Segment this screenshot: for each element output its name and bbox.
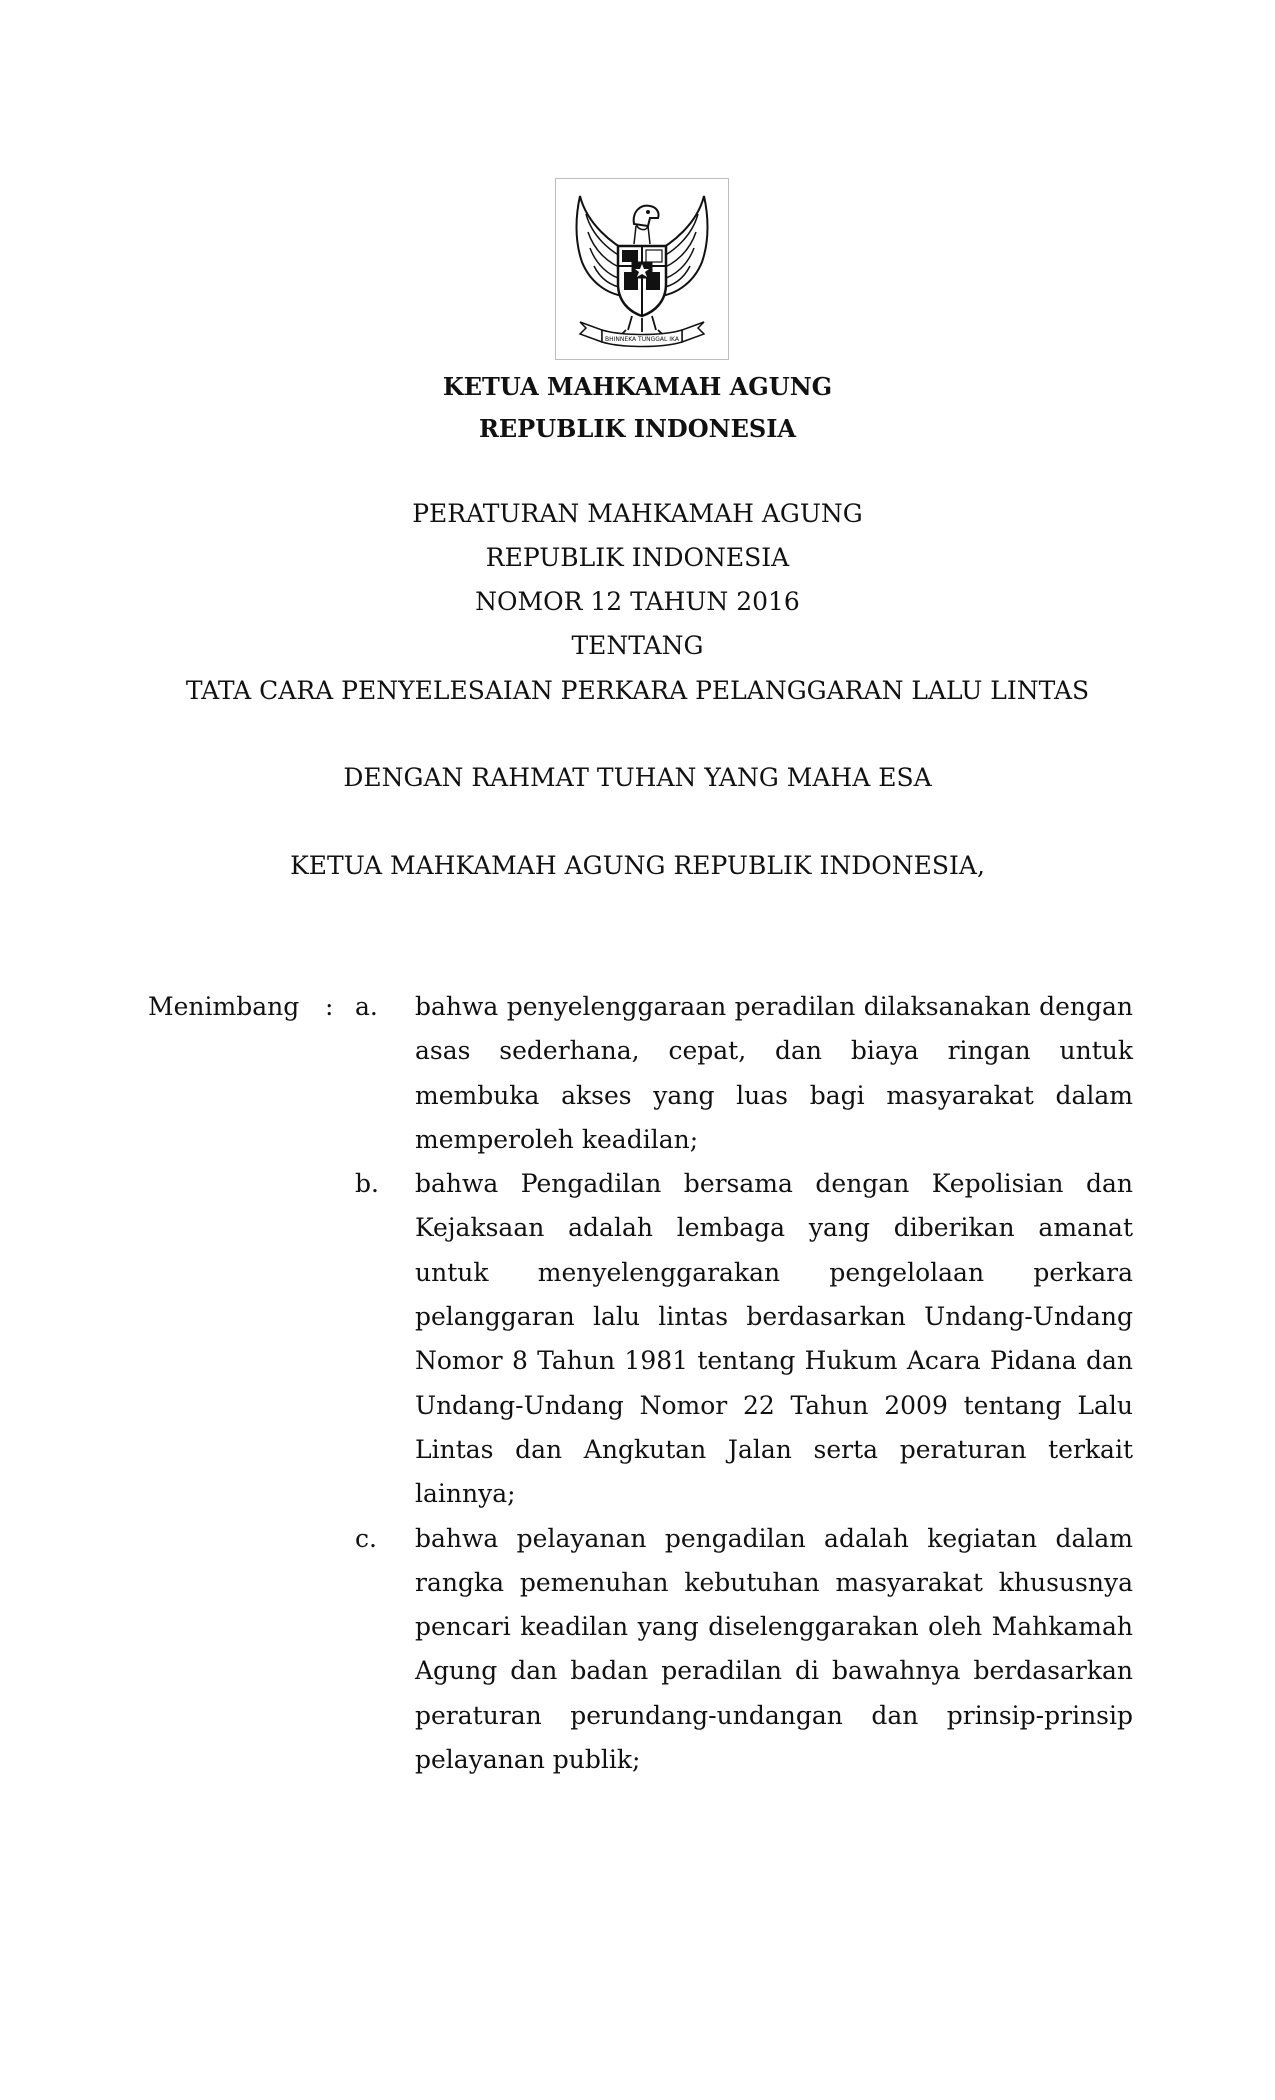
garuda-emblem-icon <box>555 178 729 360</box>
item-text: bahwa pelayanan pengadilan adalah kegiatan dalam rangka pemenuhan kebutuhan masyarakat khususnya pencari keadilan yang diselenggarakan oleh Mahkamah Agung dan badan peradilan di bawahnya berdasarkan peraturan perundang-undangan dan prinsip-prinsip pelayanan publik; <box>415 1523 1133 1775</box>
title-line-1: PERATURAN MAHKAMAH AGUNG <box>412 499 863 528</box>
title-line-4: TENTANG <box>571 631 704 660</box>
item-letter: a. <box>355 992 378 1021</box>
considerations-label: Menimbang <box>148 992 300 1021</box>
item-letter: b. <box>355 1169 379 1199</box>
title-line-5: TATA CARA PENYELESAIAN PERKARA PELANGGARAN LALU LINTAS <box>185 676 1090 705</box>
consideration-item-c <box>355 1517 1133 1783</box>
considerations-colon: : <box>325 992 334 1021</box>
item-text: bahwa Pengadilan bersama dengan Kepolisian dan Kejaksaan adalah lembaga yang diberikan amanat untuk menyelenggarakan pengelolaan perkara pelanggaran lalu lintas berdasarkan Undang-Undang Nomor 8 Tahun 1981 tentang Hukum Acara Pidana dan Undang-Undang Nomor 22 Tahun 2009 tentang Lalu Lintas dan Angkutan Jalan serta peraturan terkait lainnya; <box>415 1169 1133 1509</box>
garuda-emblem-graphic <box>562 184 722 354</box>
consideration-item-b <box>355 1162 1133 1516</box>
item-text: bahwa penyelenggaraan peradilan dilaksanakan dengan asas sederhana, cepat, dan biaya ringan untuk membuka akses yang luas bagi masyarakat dalam memperoleh keadilan; <box>415 992 1133 1154</box>
preamble: DENGAN RAHMAT TUHAN YANG MAHA ESA <box>343 763 932 792</box>
header-line-1: KETUA MAHKAMAH AGUNG <box>442 372 833 401</box>
header-line-2: REPUBLIK INDONESIA <box>478 414 797 443</box>
title-line-2: REPUBLIK INDONESIA <box>485 543 790 572</box>
issuer-line: KETUA MAHKAMAH AGUNG REPUBLIK INDONESIA, <box>290 851 985 880</box>
item-letter: c. <box>355 1523 377 1553</box>
title-line-3: NOMOR 12 TAHUN 2016 <box>475 587 800 616</box>
emblem-motto: BHINNEKA TUNGGAL IKA <box>605 336 679 343</box>
considerations-section <box>0 985 1275 1782</box>
consideration-item-a <box>355 985 1133 1162</box>
